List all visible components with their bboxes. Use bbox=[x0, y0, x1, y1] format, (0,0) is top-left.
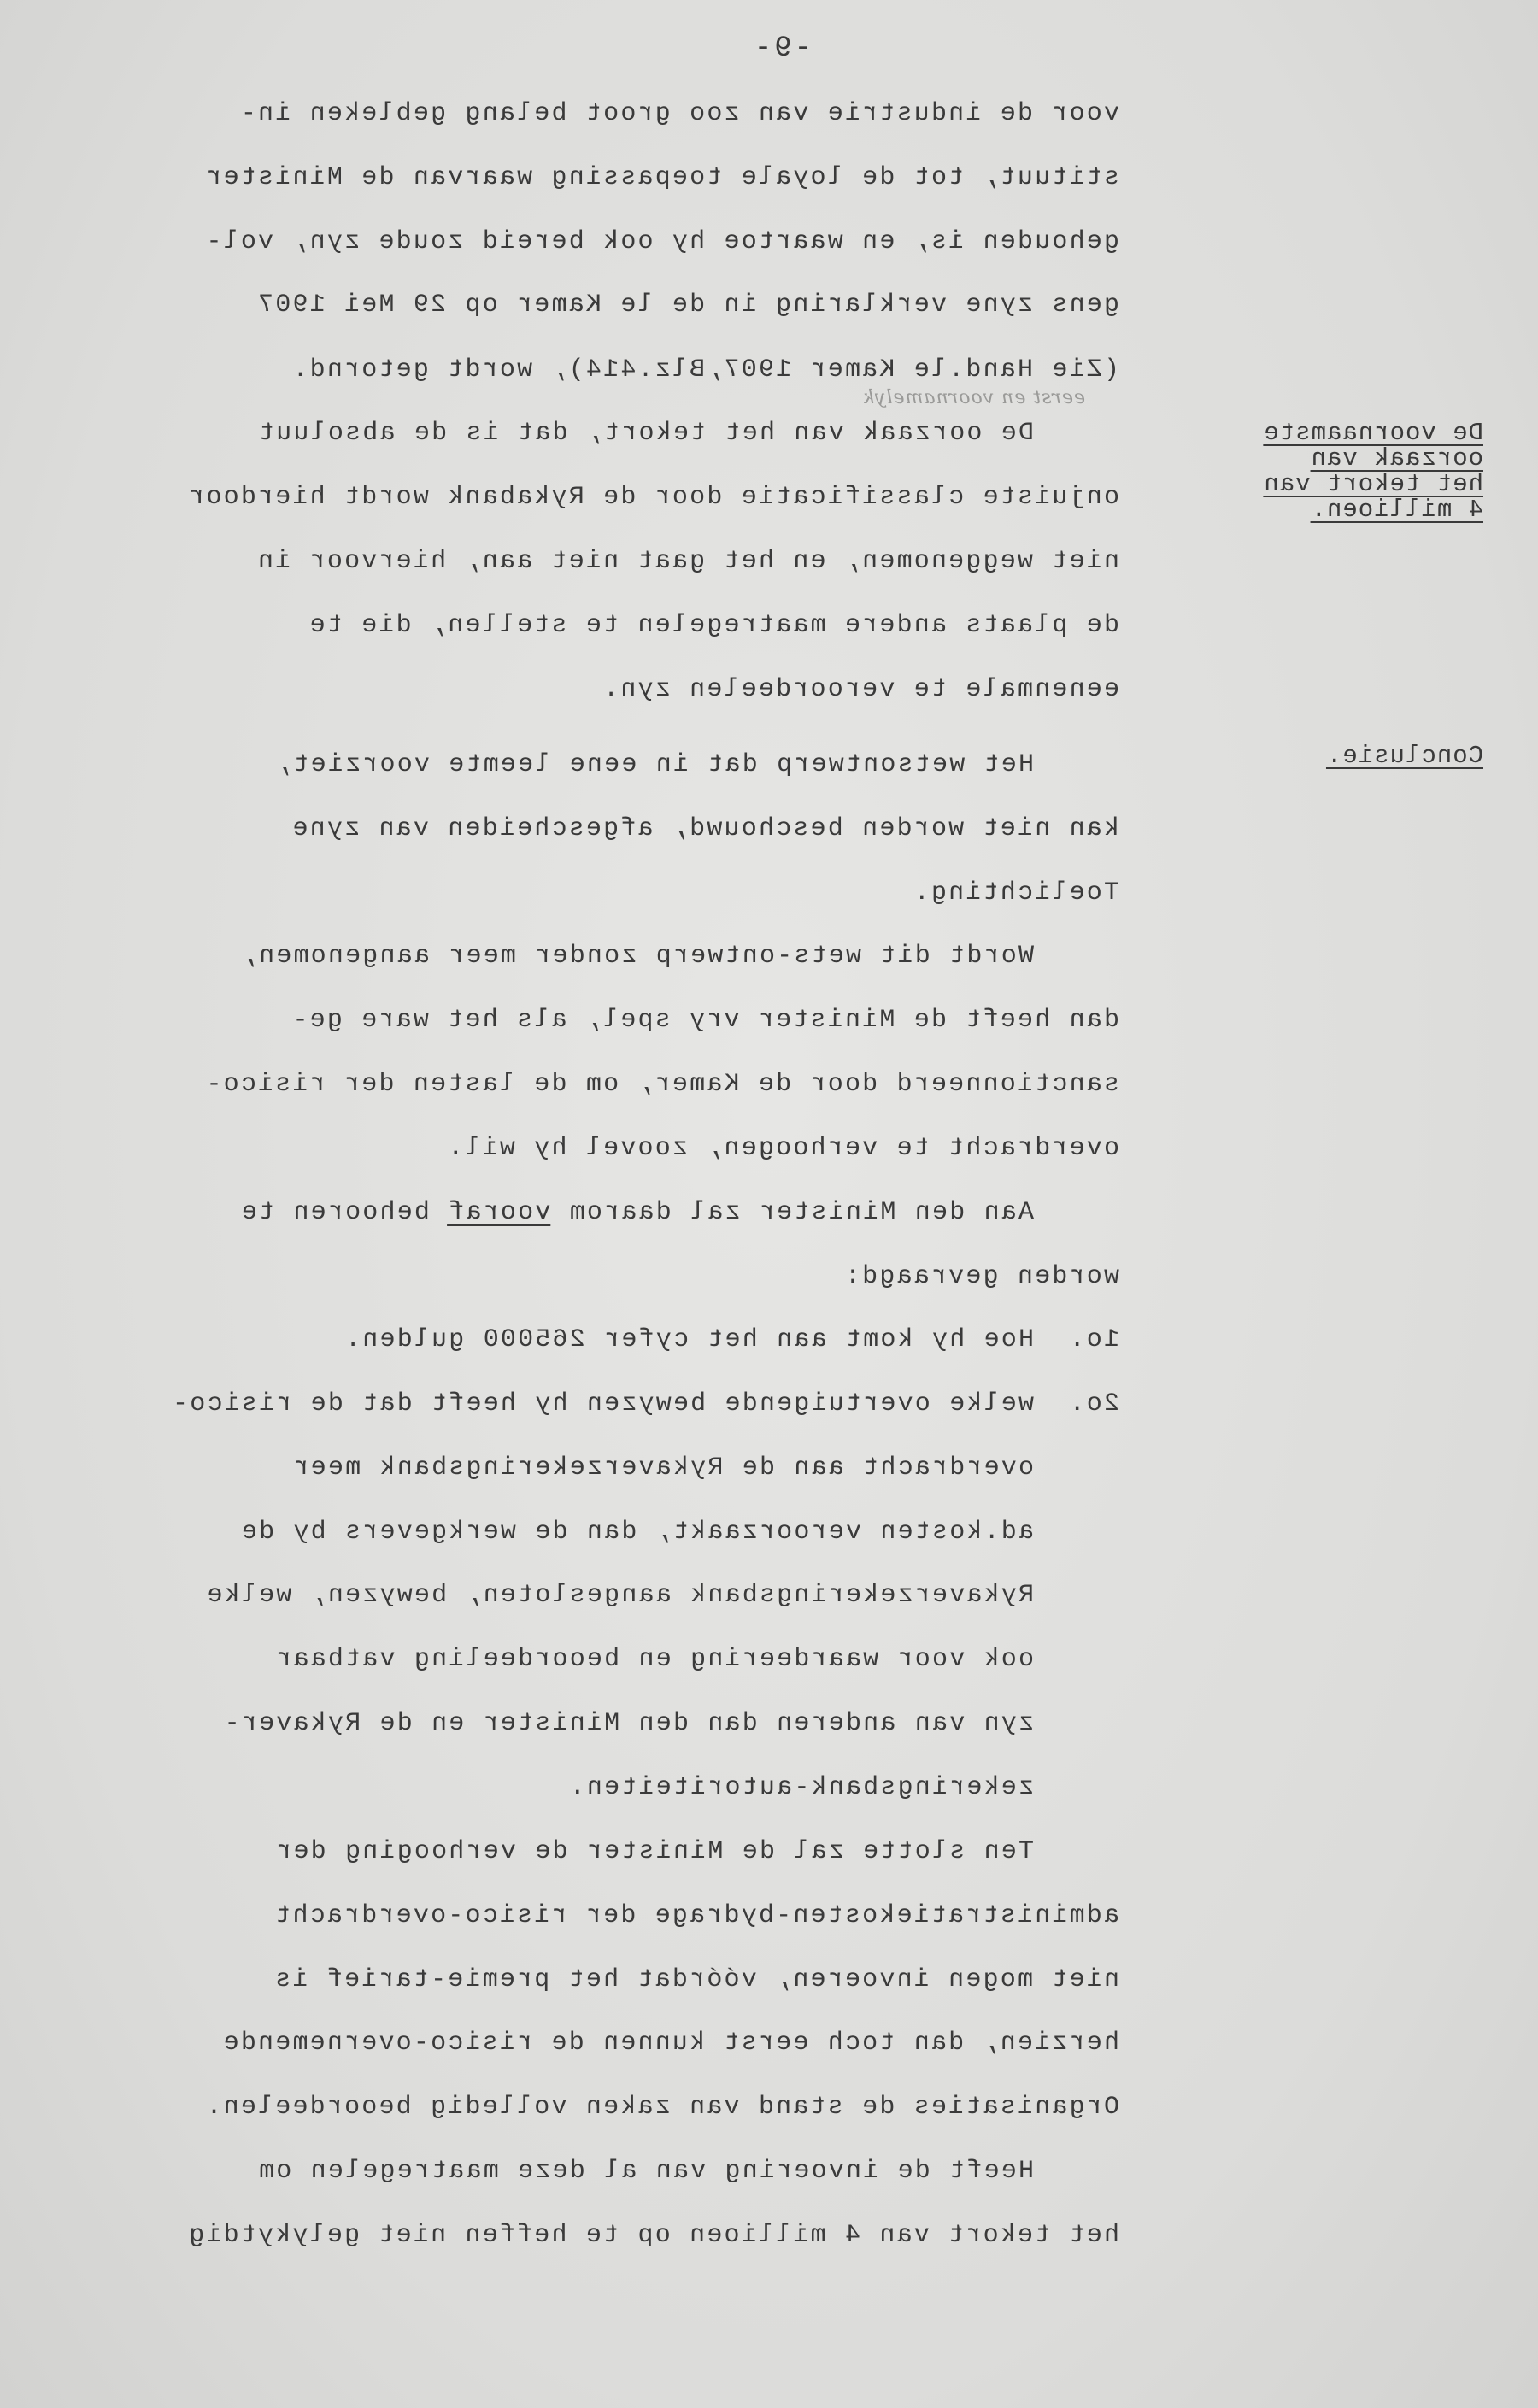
body-line: (Zie Hand.le Kamer 1907,Blz.414), wordt getornd. bbox=[291, 355, 1119, 385]
body-line: onjuiste classificatie door de Rykabank wordt hierdoor bbox=[187, 483, 1119, 512]
body-line: Rykaverzekeringsbank aangesloten, bewyzen, welke bbox=[205, 1581, 1034, 1610]
body-line: De oorzaak van het tekort, dat is de absoluut bbox=[256, 419, 1034, 448]
margin-note-line: 4 millioen. bbox=[1310, 496, 1483, 524]
body-line: zekeringsbank-autoriteiten. bbox=[567, 1773, 1034, 1802]
body-line: niet mogen invoeren, vóórdat het premie-tarief is bbox=[273, 1965, 1119, 1994]
margin-note-conclusie: Conclusie. bbox=[1325, 742, 1483, 770]
body-line: Wordt dit wets-ontwerp zonder meer aangenomen, bbox=[239, 942, 1034, 971]
page-number: -9- bbox=[751, 32, 812, 65]
body-line: sanctionneerd door de Kamer, om de lasten der risico- bbox=[204, 1070, 1119, 1099]
body-line: eenenmale te veroordeelen zyn. bbox=[601, 675, 1119, 704]
body-line: welke overtuigende bewyzen hy heeft dat de risico- bbox=[170, 1389, 1034, 1418]
body-line: administratiekosten-bydrage der risico-overdracht bbox=[273, 1901, 1119, 1930]
body-line: overdracht te verhoogen, zoovel hy wil. bbox=[446, 1134, 1119, 1163]
body-line: dan heeft de Minister vry spel, als het ware ge- bbox=[291, 1006, 1119, 1035]
body-line: zyn van anderen dan den Minister en de Rykaver- bbox=[222, 1709, 1034, 1738]
margin-note-line: het tekort van bbox=[1263, 470, 1483, 498]
body-line: Organisaties de stand van zaken volledig beoordeelen. bbox=[204, 2093, 1119, 2122]
body-line: Het wetsontwerp dat in eene leemte voorziet, bbox=[274, 750, 1034, 779]
body-line: gehouden is, en waartoe hy ook bereid zoude zyn, vol- bbox=[204, 227, 1119, 256]
body-line: Toelichting. bbox=[912, 878, 1119, 907]
body-line bbox=[240, 1200, 1034, 1225]
body-line: de plaats andere maatregelen te stellen, die te bbox=[308, 611, 1119, 640]
margin-note-line: De voornaamste bbox=[1263, 419, 1483, 447]
underlined-word: vooraf bbox=[447, 1198, 551, 1227]
body-line: stituut, tot de loyale toepassing waarvan de Minister bbox=[204, 163, 1119, 192]
body-line: gens zyne verklaring in de le Kamer op 29 Mei 1907 bbox=[255, 291, 1119, 320]
body-line: voor de industrie van zoo groot belang gebleken in- bbox=[238, 99, 1119, 128]
body-line: worden gevraagd: bbox=[842, 1262, 1119, 1291]
body-line: ook voor waardeering en beoordeeling vatbaar bbox=[274, 1645, 1034, 1674]
body-line: het tekort van 4 millioen op te heffen niet gelykytdig bbox=[187, 2221, 1119, 2250]
body-line: Ten slotte zal de Minister de verhooging der bbox=[274, 1837, 1034, 1866]
body-line: overdracht aan de Rykaverzekeringsbank meer bbox=[291, 1454, 1034, 1483]
list-number: 2o. bbox=[1067, 1389, 1119, 1418]
pencil-annotation: eerst en voornamelyk bbox=[861, 387, 1085, 408]
body-line: Heeft de invoering van al deze maatregelen om bbox=[256, 2157, 1034, 2186]
margin-note-line: oorzaak van bbox=[1310, 444, 1483, 473]
body-text: Aan den Minister zal daarom vooraf behooren te bbox=[239, 1198, 1034, 1227]
body-line: niet weggenomen, en het gaat niet aan, hiervoor in bbox=[255, 547, 1119, 576]
body-line: ad.kosten veroorzaakt, dan de werkgevers by de bbox=[239, 1518, 1034, 1547]
body-line: kan niet worden beschouwd, afgescheiden van zyne bbox=[291, 814, 1119, 843]
body-line: herzien, dan toch eerst kunnen de risico-overnemende bbox=[221, 2029, 1119, 2058]
list-number: 1o. bbox=[1067, 1325, 1119, 1354]
body-line: Hoe hy komt aan het cyfer 265000 gulden. bbox=[343, 1325, 1034, 1354]
